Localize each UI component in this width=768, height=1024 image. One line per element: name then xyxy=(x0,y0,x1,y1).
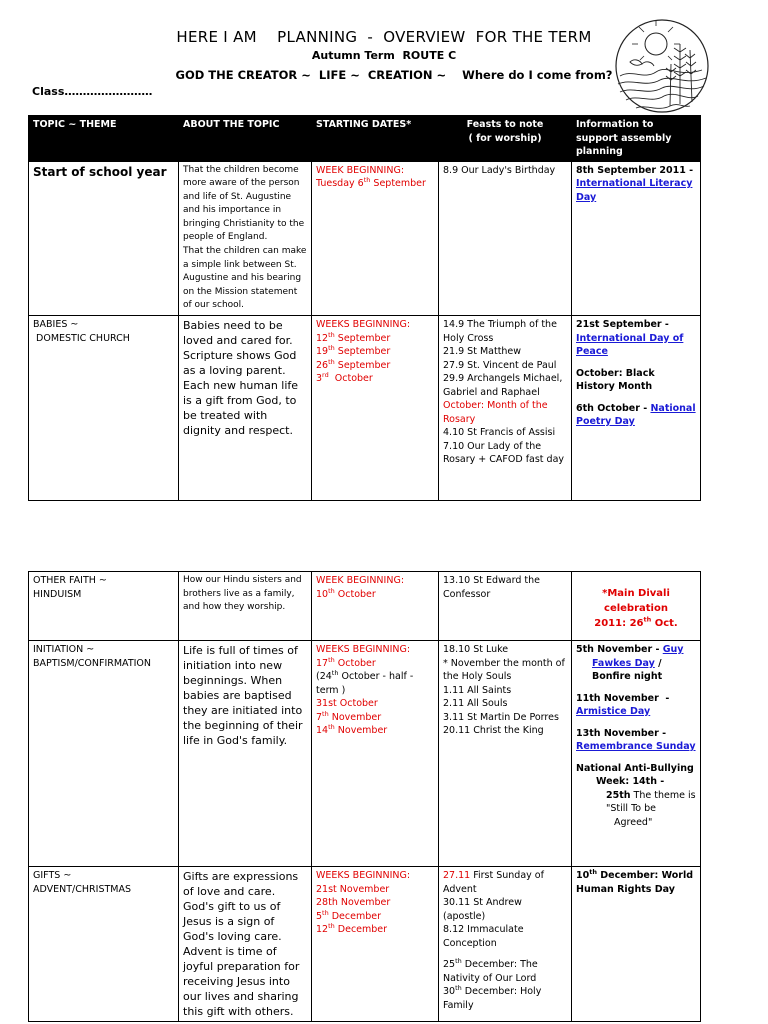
guy-fawkes-day-link-2[interactable]: Fawkes Day xyxy=(592,657,655,669)
feast-item: 7.10 Our Lady of the Rosary + CAFOD fast day xyxy=(443,440,565,466)
anti-bullying-line-2: Week: 14th - xyxy=(596,776,665,787)
feast-item: 18.10 St Luke xyxy=(443,644,509,655)
international-literacy-day-link[interactable]: International Literacy Day xyxy=(576,178,693,203)
anti-bullying-line-5: Agreed" xyxy=(614,816,653,828)
about-cell: Gifts are expressions of love and care. God's gift to us of Jesus is a sign of God's loving care. Advent is time of joyful preparation for receiving Jesus into our lives and sharing this gift with others. xyxy=(183,870,300,1018)
feast-item: 14.9 The Triumph of the Holy Cross xyxy=(443,319,557,344)
remembrance-sunday-link[interactable]: Remembrance Sunday xyxy=(576,741,696,752)
col-feasts-l2: ( for worship) xyxy=(468,132,542,144)
about-cell: That the children become more aware of the person and life of St. Augustine and his importance in bringing Christianity to the people of England. That the children can make a simple link between St. Augustine and his bearing on the Mission statement of our school. xyxy=(183,164,307,311)
topic-line-2: HINDUISM xyxy=(33,588,82,600)
info-item: Bonfire night xyxy=(592,671,663,682)
feast-item: 21.9 St Matthew xyxy=(443,346,522,358)
half-term-note: (24th October - half - term ) xyxy=(316,668,414,696)
col-feasts-l1: Feasts to note xyxy=(466,119,544,130)
dates-label: WEEK BEGINNING: xyxy=(316,575,405,586)
date-item: 10th October xyxy=(316,586,376,600)
topic-line-1: GIFTS ~ xyxy=(33,870,72,881)
table-header xyxy=(29,116,701,162)
armistice-day-link[interactable]: Armistice Day xyxy=(576,706,651,717)
guy-fawkes-day-link[interactable]: Guy xyxy=(662,644,684,655)
info-date: 11th November - xyxy=(576,692,673,704)
table-row: INITIATION ~ BAPTISM/CONFIRMATION Life is full of times of initiation into new beginnings. When babies are baptised they are initiated into the beginning of their life in God's family. WEEKS BEGINNING: 17th October (24th October - half - term ) 31st October 7th November 14th November 18.10 St Luke * November the month of the Holy Souls 1.11 All Saints 2.11 All Souls 3.11 St Martin De Porres 20.11 Christ the King 5th November - Guy Fawkes Day / Bonfire night 11th November - Armistice Day 13th November - Remembrance Sunday National Anti-Bullying Week: 14th - 25th The theme is "Still To be Agreed" xyxy=(29,641,701,867)
class-label: Class…………………… xyxy=(32,85,153,98)
dates-label: WEEKS BEGINNING: xyxy=(316,644,411,655)
date-item: 14th November xyxy=(316,722,388,736)
date-item: 3rd October xyxy=(316,370,373,385)
info-date: 5th November - xyxy=(576,644,663,655)
feast-item: 13.10 St Edward the Confessor xyxy=(443,575,540,600)
col-info: Information to support assembly planning xyxy=(572,116,701,162)
feast-item: 2.11 All Souls xyxy=(443,698,508,709)
date-item: 26th September xyxy=(316,357,391,371)
creation-logo xyxy=(612,14,712,124)
col-dates: STARTING DATES* xyxy=(312,116,439,162)
date-item: 12th December xyxy=(316,921,388,935)
date-item: 17th October xyxy=(316,655,376,669)
feast-item: 8.12 Immaculate Conception xyxy=(443,924,524,949)
feast-item: October: Month of the Rosary xyxy=(443,400,548,425)
date-item: Tuesday 6th September xyxy=(316,175,426,189)
topic-line-1: BABIES ~ xyxy=(33,319,79,331)
divali-date: 2011: 26th Oct. xyxy=(594,615,678,629)
info-date: 21st September - xyxy=(576,319,669,331)
table-row xyxy=(29,867,701,1022)
info-date: 13th November - xyxy=(576,727,670,739)
feast-item: 20.11 Christ the King xyxy=(443,725,544,736)
feast-item: 30th December: Holy Family xyxy=(443,983,542,1011)
about-cell: How our Hindu sisters and brothers live as a family, and how they worship. xyxy=(183,575,302,612)
feast-item: 1.11 All Saints xyxy=(443,684,512,696)
info-item: 10th December: World Human Rights Day xyxy=(576,867,694,895)
col-about: ABOUT THE TOPIC xyxy=(179,116,312,162)
about-cell: Life is full of times of initiation into new beginnings. When babies are baptised they are initiated into the beginning of their life in God's family. xyxy=(183,644,303,747)
info-date: 8th September 2011 - xyxy=(576,164,694,176)
date-item: 12th September xyxy=(316,330,391,344)
date-item: 31st October xyxy=(316,698,378,709)
feast-item: 27.11 First Sunday of Advent xyxy=(443,870,544,895)
feast-item: 29.9 Archangels Michael, Gabriel and Raphael xyxy=(443,373,563,398)
date-item: 21st November xyxy=(316,883,390,895)
topic-line-2: DOMESTIC CHURCH xyxy=(33,332,130,344)
international-day-of-peace-link[interactable]: International Day of Peace xyxy=(576,332,684,358)
page-subtitle: Autumn Term ROUTE C xyxy=(311,49,457,62)
topic-line-2: ADVENT/CHRISTMAS xyxy=(33,883,131,895)
feast-item: 3.11 St Martin De Porres xyxy=(443,711,559,723)
page-title: HERE I AM PLANNING - OVERVIEW FOR THE TERM xyxy=(176,28,592,46)
info-item: October: Black History Month xyxy=(576,367,655,393)
date-item: 19th September xyxy=(316,343,391,358)
dates-label: WEEK BEGINNING: xyxy=(316,164,405,176)
dates-label: WEEKS BEGINNING: xyxy=(316,870,411,881)
anti-bullying-line-4: "Still To be xyxy=(606,803,656,814)
col-feasts xyxy=(439,116,572,162)
topic-cell: Start of school year xyxy=(33,164,167,179)
col-topic: TOPIC ~ THEME xyxy=(29,116,179,162)
topic-line-2: BAPTISM/CONFIRMATION xyxy=(33,657,152,669)
divali-note: *Main Divali celebration xyxy=(602,588,670,614)
date-item: 5th December xyxy=(316,908,382,922)
national-poetry-day-link[interactable]: National Poetry Day xyxy=(576,402,696,428)
feast-item: 30.11 St Andrew (apostle) xyxy=(443,897,522,922)
date-item: 28th November xyxy=(316,897,391,908)
planning-table-2 xyxy=(28,571,701,1022)
feast-item: 27.9 St. Vincent de Paul xyxy=(443,359,557,371)
info-date: 6th October - xyxy=(576,402,651,414)
feast-item: 4.10 St Francis of Assisi xyxy=(443,427,556,439)
table-row xyxy=(29,572,701,641)
about-cell: Babies need to be loved and cared for. Scripture shows God as a loving parent. Each new human life is a gift from God, to be treated with dignity and respect. xyxy=(183,319,299,438)
topic-line-1: INITIATION ~ xyxy=(33,644,95,655)
table-row xyxy=(29,161,701,316)
planning-table-1 xyxy=(28,115,701,501)
theme-line: GOD THE CREATOR ~ LIFE ~ CREATION ~ Where do I come from? xyxy=(175,68,613,82)
topic-line-1: OTHER FAITH ~ xyxy=(33,575,107,586)
feast-item: 25th December: The Nativity of Our Lord xyxy=(443,956,538,984)
feast-item: * November the month of the Holy Souls xyxy=(443,657,565,682)
table-row xyxy=(29,316,701,501)
date-item: 7th November xyxy=(316,709,382,723)
dates-label: WEEKS BEGINNING: xyxy=(316,319,411,331)
feast-item: 8.9 Our Lady's Birthday xyxy=(443,164,556,176)
anti-bullying-line-1: National Anti-Bullying xyxy=(576,762,694,774)
